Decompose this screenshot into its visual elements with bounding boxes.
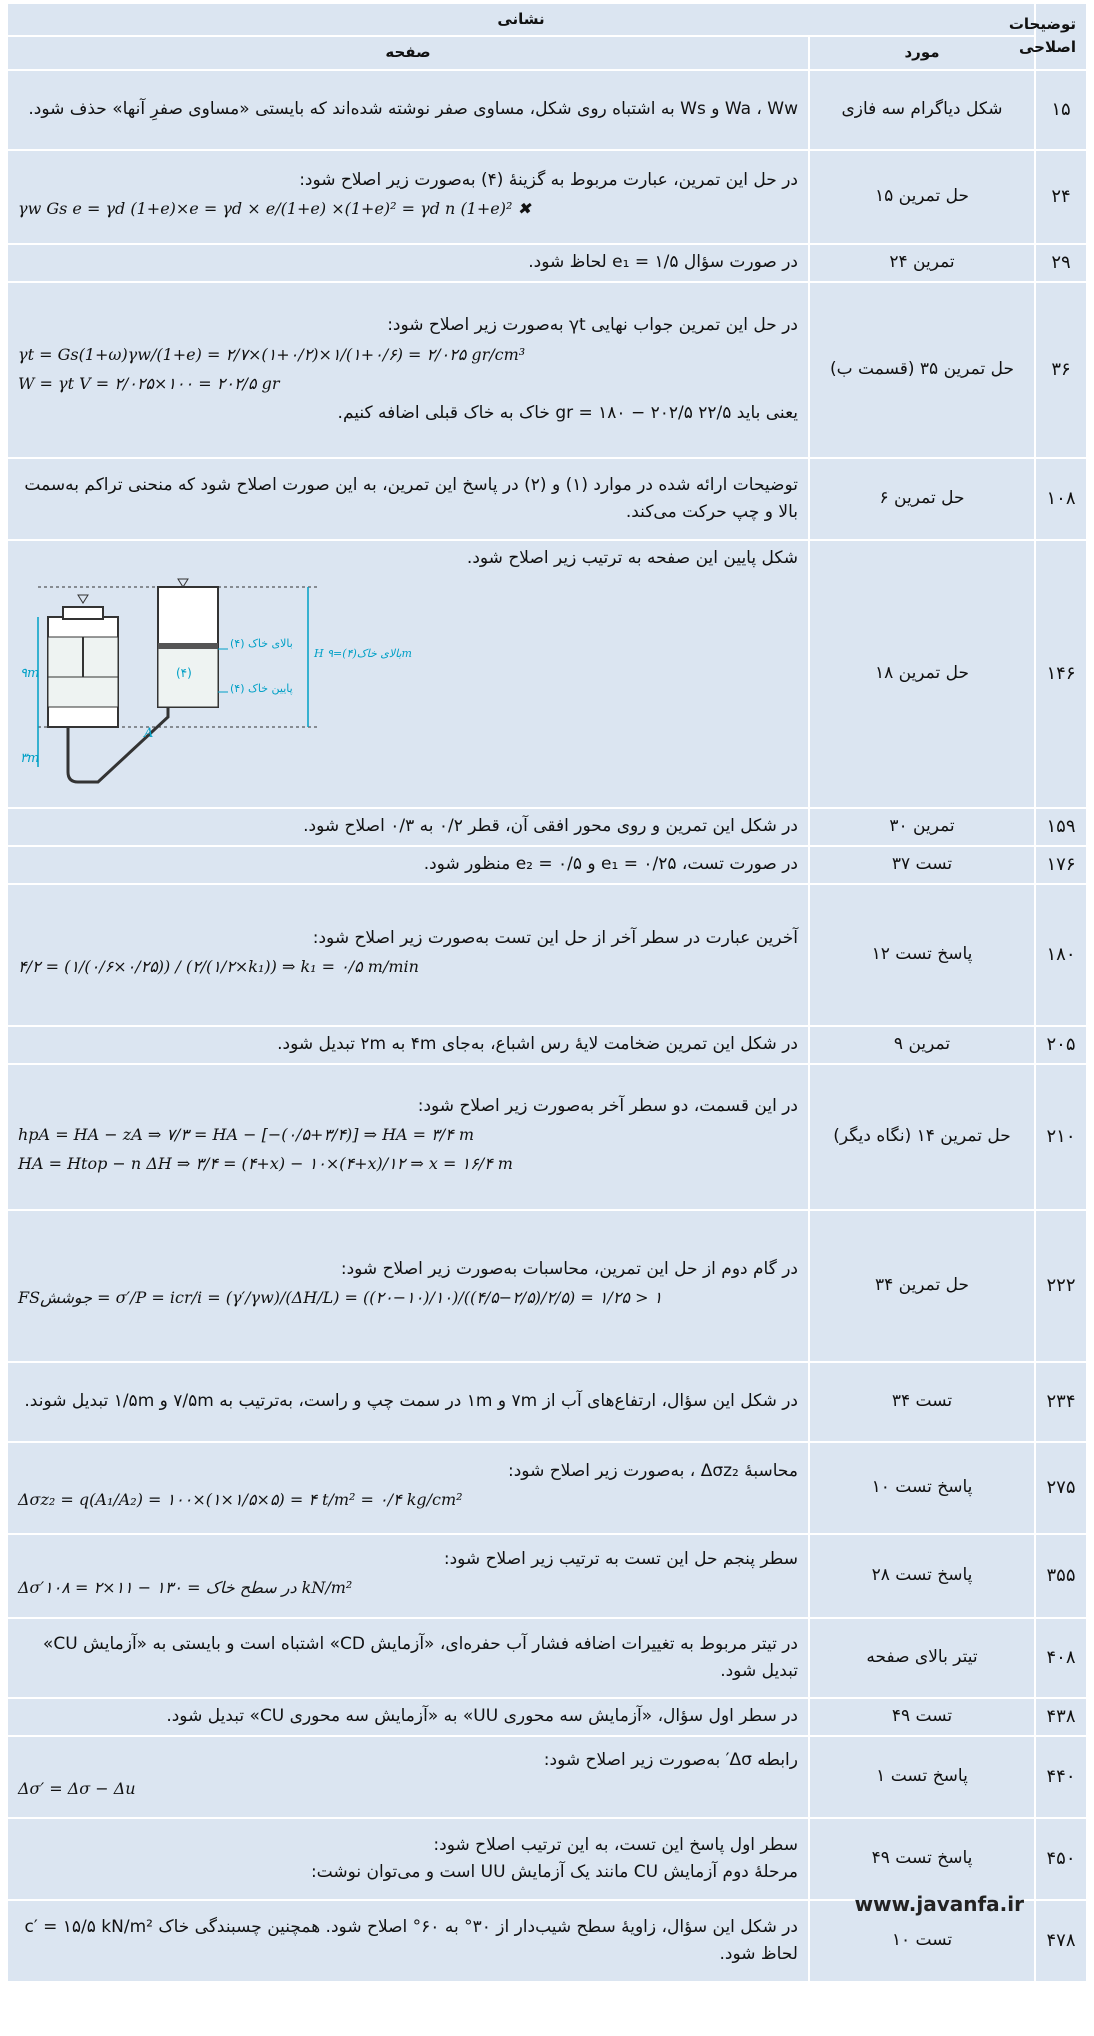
correction-cell [7,1736,809,1818]
page-number: ۲۹ [1035,244,1087,282]
correction-cell [7,1442,809,1534]
correction-text: آخرین عبارت در سطر آخر از حل این تست به‌صورت زیر اصلاح شود: [312,927,798,948]
correction-text: در شکل این سؤال، زاویهٔ سطح شیب‌دار از ۳۰° به ۶۰° اصلاح شود. همچنین چسبندگی خاک c′ = ۱۵/۵ kN/m² لحاظ شود. [7,1900,809,1982]
table-row [7,1618,1087,1698]
item-label: تمرین ۲۴ [809,244,1035,282]
table-row [7,1698,1087,1736]
table-row [7,846,1087,884]
page-number: ۴۴۰ [1035,1736,1087,1818]
correction-text: در شکل این تمرین و روی محور افقی آن، قطر ۰/۲ به ۰/۳ اصلاح شود. [7,808,809,846]
correction-cell [7,540,809,808]
correction-text: سطر اول پاسخ این تست، به این ترتیب اصلاح شود: [433,1835,798,1856]
page-number: ۲۰۵ [1035,1026,1087,1064]
label-9m: ۹m [20,665,40,681]
table-row [7,884,1087,1026]
correction-text: در شکل این تمرین ضخامت لایهٔ رس اشباع، به‌جای ۴m به ۲m تبدیل شود. [7,1026,809,1064]
item-label: حل تمرین ۱۸ [809,540,1035,808]
correction-text: در این قسمت، دو سطر آخر به‌صورت زیر اصلاح شود: [417,1095,798,1116]
correction-cell [7,1064,809,1210]
errata-table [6,2,1088,1983]
table-row [7,540,1087,808]
page-number: ۱۷۶ [1035,846,1087,884]
item-label: حل تمرین ۶ [809,458,1035,540]
label-layer-number: (۴) [176,665,192,680]
watermark: www.javanfa.ir [854,1892,1024,1916]
page-number: ۴۵۰ [1035,1818,1087,1900]
left-cap [63,607,103,619]
formula: Δσ′ = Δσ − Δu [18,1779,136,1799]
item-label: تست ۳۷ [809,846,1035,884]
page-number: ۲۱۰ [1035,1064,1087,1210]
table-row [7,1026,1087,1064]
item-label: حل تمرین ۱۵ [809,150,1035,244]
page-number: ۱۰۸ [1035,458,1087,540]
table-row [7,458,1087,540]
formula: HA = Htop − n ΔH ⇒ ۳/۴ = (۴+x) − ۱۰×(۴+x)/۱۲ ⇒ x = ۱۶/۴ m [18,1153,513,1173]
table-row [7,808,1087,846]
correction-text: سطر پنجم حل این تست به ترتیب زیر اصلاح شود: [443,1548,798,1569]
table-row [7,70,1087,150]
table-row [7,244,1087,282]
formula: W = γt V = ۲/۰۲۵×۱۰۰ = ۲۰۲/۵ gr [18,373,280,393]
page-number: ۴۷۸ [1035,1900,1087,1982]
correction-text: در تیتر مربوط به تغییرات اضافه فشار آب حفره‌ای، «آزمایش CD» اشتباه است و بایستی به «آزمایش CU» تبدیل شود. [7,1618,809,1698]
item-label: تمرین ۳۰ [809,808,1035,846]
item-label: تست ۱۰ [809,1900,1035,1982]
water-level-icon [78,595,88,603]
correction-cell [7,1534,809,1618]
header-item: مورد [809,36,1035,69]
formula: ۴/۲ = (۱/(۰/۶×۰/۲۵)) / (۲/(۱/۲×k₁)) ⇒ k₁ = ۰/۵ m/min [18,957,419,977]
table-row [7,1210,1087,1362]
page-number: ۳۵۵ [1035,1534,1087,1618]
correction-text: محاسبهٔ Δσz₂ ، به‌صورت زیر اصلاح شود: [507,1460,798,1481]
page-number: ۱۵ [1035,70,1087,150]
correction-text: توضیحات ارائه شده در موارد (۱) و (۲) در پاسخ این تمرین، به این صورت اصلاح شود که منحنی تراکم به‌سمت بالا و چپ حرکت می‌کند. [7,458,809,540]
correction-text: در سطر اول سؤال، «آزمایش سه محوری UU» به «آزمایش سه محوری CU» تبدیل شود. [7,1698,809,1736]
correction-cell [7,1818,809,1900]
item-label: تست ۳۴ [809,1362,1035,1442]
label-3m: ۳m [20,750,40,766]
table-row [7,1362,1087,1442]
item-label: شکل دیاگرام سه فازی [809,70,1035,150]
header-sign: نشانی [7,3,1035,36]
correction-cell [7,884,809,1026]
figure-svg [18,577,438,792]
water-level-icon [178,579,188,587]
formula: γt = Gs(1+ω)γw/(1+e) = ۲/۷×(۱+۰/۲)×۱/(۱+۰/۶) = ۲/۰۲۵ gr/cm³ [18,344,526,364]
page-number: ۳۶ [1035,282,1087,458]
page-number: ۲۴ [1035,150,1087,244]
label-a: A [144,725,154,741]
correction-text: مرحلهٔ دوم آزمایش CU مانند یک آزمایش UU است و می‌توان نوشت: [310,1861,798,1882]
formula: hpA = HA − zA ⇒ ۷/۳ = HA − [−(۰/۵+۳/۴)] ⇒ HA = ۳/۴ m [18,1124,475,1144]
correction-text: در حل این تمرین جواب نهایی γt به‌صورت زیر اصلاح شود: [387,315,798,336]
label-top-of-soil: بالای خاک (۴) [230,636,293,650]
page-number: ۱۸۰ [1035,884,1087,1026]
table-row [7,282,1087,458]
item-label: تیتر بالای صفحه [809,1618,1035,1698]
table-row [7,1818,1087,1900]
table-row [7,1442,1087,1534]
formula: FSجوشش = σ′/P = icr/i = (γ′/γw)/(ΔH/L) = ((۲۰−۱۰)/۱۰)/((۴/۵−۲/۵)/۲/۵) = ۱/۲۵ > ۱ [18,1288,663,1308]
item-label: پاسخ تست ۱۰ [809,1442,1035,1534]
correction-text: در شکل این سؤال، ارتفاع‌های آب از ۷m و ۱m در سمت چپ و راست، به‌ترتیب به ۷/۵m و ۱/۵m تبدیل شوند. [7,1362,809,1442]
correction-cell [7,282,809,458]
page-number: ۲۳۴ [1035,1362,1087,1442]
left-soil-bottom [48,677,118,707]
correction-text: Wa ، Ww و Ws به اشتباه روی شکل، مساوی صفر نوشته شده‌اند که بایستی «مساوی صفرِ آنها» حذف شود. [7,70,809,150]
page-number: ۴۳۸ [1035,1698,1087,1736]
page-number: ۴۰۸ [1035,1618,1087,1698]
header-desc: توضیحات اصلاحی [1035,3,1087,70]
item-label: تست ۴۹ [809,1698,1035,1736]
formula: Δσz₂ = q(A₁/A₂) = ۱۰۰×(۱×۱/۵×۵) = ۴ t/m² = ۰/۴ kg/cm² [18,1490,463,1510]
label-bottom-of-soil: پایین خاک (۴) [230,681,293,695]
table-row [7,1064,1087,1210]
table-row [7,1736,1087,1818]
page-number: ۱۵۹ [1035,808,1087,846]
item-label: پاسخ تست ۴۹ [809,1818,1035,1900]
label-head: H بالای خاک(۴)=۹m [314,646,412,660]
item-label: پاسخ تست ۱۲ [809,884,1035,1026]
correction-text: رابطه Δσ′ به‌صورت زیر اصلاح شود: [543,1749,798,1770]
formula: γw Gs e = γd (1+e)×e = γd × e/(1+e) ×(1+e)² = γd n (1+e)² ✖ [18,199,531,219]
table-row [7,1534,1087,1618]
item-label: پاسخ تست ۱ [809,1736,1035,1818]
table-row [7,150,1087,244]
item-label: پاسخ تست ۲۸ [809,1534,1035,1618]
correction-text: در گام دوم از حل این تمرین، محاسبات به‌صورت زیر اصلاح شود: [340,1258,798,1279]
correction-text: در حل این تمرین، عبارت مربوط به گزینهٔ (۴) به‌صورت زیر اصلاح شود: [299,169,798,190]
item-label: حل تمرین ۳۵ (قسمت ب) [809,282,1035,458]
item-label: حل تمرین ۳۴ [809,1210,1035,1362]
correction-text: در صورت تست، e₁ = ۰/۲۵ و e₂ = ۰/۵ منظور شود. [7,846,809,884]
permeameter-figure [18,577,798,800]
correction-cell [7,150,809,244]
page-number: ۲۷۵ [1035,1442,1087,1534]
header-page: صفحه [7,36,809,69]
item-label: حل تمرین ۱۴ (نگاه دیگر) [809,1064,1035,1210]
correction-cell [7,1210,809,1362]
formula: Δσ′در سطح خاک = ۱۳۰ − ۱۱×۲ = ۱۰۸ kN/m² [18,1578,353,1598]
correction-text: یعنی باید ۲۲/۵ gr = ۱۸۰ − ۲۰۲/۵ خاک به خاک قبلی اضافه کنیم. [337,403,798,424]
correction-text: در صورت سؤال e₁ = ۱/۵ لحاظ شود. [7,244,809,282]
item-label: تمرین ۹ [809,1026,1035,1064]
page-number: ۱۴۶ [1035,540,1087,808]
page-number: ۲۲۲ [1035,1210,1087,1362]
correction-text: شکل پایین این صفحه به ترتیب زیر اصلاح شود. [466,547,798,568]
hatched-layer [158,643,218,649]
